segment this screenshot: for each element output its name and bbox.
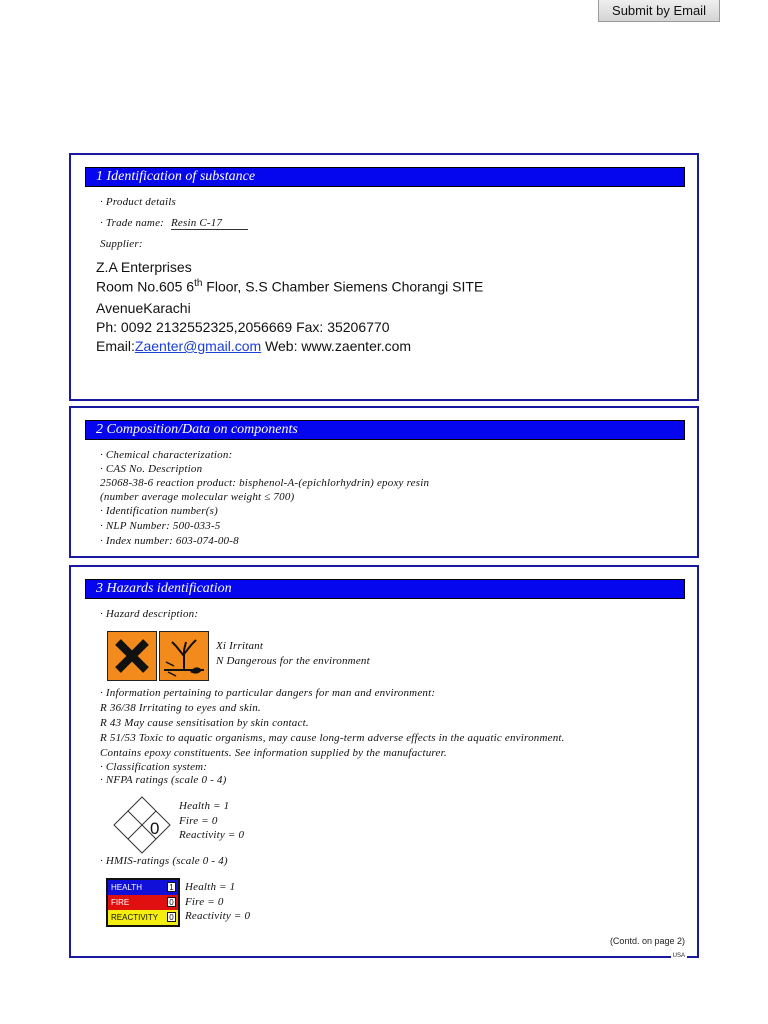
nfpa-label: · NFPA ratings (scale 0 - 4) xyxy=(100,774,227,786)
trade-name-value: Resin C-17 xyxy=(171,217,248,230)
environment-text: N Dangerous for the environment xyxy=(216,655,370,667)
hazard-info-line: Contains epoxy constituents. See information supplied by the manufacturer. xyxy=(100,747,447,759)
classification-system-label: · Classification system: xyxy=(100,761,208,773)
nfpa-reactivity: Reactivity = 0 xyxy=(179,829,245,841)
composition-line: (number average molecular weight ≤ 700) xyxy=(100,491,295,503)
region-footer: USA xyxy=(672,953,685,959)
hazard-info-line: R 36/38 Irritating to eyes and skin. xyxy=(100,702,261,714)
hazard-info-line: R 51/53 Toxic to aquatic organisms, may cause long-term adverse effects in the aquatic environment. xyxy=(100,732,565,744)
section-identification xyxy=(69,153,699,401)
composition-line: · Chemical characterization: xyxy=(100,449,233,461)
hmis-label: · HMIS-ratings (scale 0 - 4) xyxy=(100,855,228,867)
hmis-reactivity-text: Reactivity = 0 xyxy=(185,910,251,922)
section-title: 2 Composition/Data on components xyxy=(85,420,685,440)
hmis-reactivity-row: REACTIVITY 0 xyxy=(108,910,178,925)
hmis-health-value: 1 xyxy=(167,882,176,892)
section-title: 1 Identification of substance xyxy=(85,167,685,187)
continued-note: (Contd. on page 2) xyxy=(609,936,685,946)
supplier-address-line1: Room No.605 6th Floor, S.S Chamber Siemens Chorangi SITE xyxy=(96,278,484,295)
submit-by-email-button[interactable]: Submit by Email xyxy=(598,0,720,22)
hmis-label-panel xyxy=(106,878,180,927)
trade-name-label: · Trade name: xyxy=(100,217,165,229)
product-details-label: · Product details xyxy=(100,196,177,208)
composition-line: · CAS No. Description xyxy=(100,463,203,475)
hmis-fire-value: 0 xyxy=(167,897,176,907)
hazard-description-label: · Hazard description: xyxy=(100,608,199,620)
trade-name-row xyxy=(100,217,248,229)
composition-line: · NLP Number: 500-033-5 xyxy=(100,520,221,532)
hazard-info-line: R 43 May cause sensitisation by skin contact. xyxy=(100,717,309,729)
web-text: Web: www.zaenter.com xyxy=(261,338,412,354)
hmis-health-row: HEALTH 1 xyxy=(108,880,178,895)
nfpa-health: Health = 1 xyxy=(179,800,230,812)
hazard-info-line: · Information pertaining to particular dangers for man and environment: xyxy=(100,687,436,699)
irritant-x-icon xyxy=(107,631,157,681)
section-hazards xyxy=(69,565,699,958)
supplier-label: Supplier: xyxy=(100,238,143,250)
nfpa-center-value: 0 xyxy=(150,819,160,838)
composition-line: · Identification number(s) xyxy=(100,505,218,517)
email-label: Email: xyxy=(96,338,135,354)
nfpa-fire: Fire = 0 xyxy=(179,815,218,827)
hmis-fire-text: Fire = 0 xyxy=(185,896,224,908)
supplier-contact xyxy=(96,338,411,354)
hmis-fire-row: FIRE 0 xyxy=(108,895,178,910)
irritant-text: Xi Irritant xyxy=(216,640,264,652)
composition-line: 25068-38-6 reaction product: bisphenol-A-(epichlorhydrin) epoxy resin xyxy=(100,477,430,489)
section-title: 3 Hazards identification xyxy=(85,579,685,599)
supplier-address-line2: AvenueKarachi xyxy=(96,300,191,316)
hmis-health-text: Health = 1 xyxy=(185,881,236,893)
supplier-name: Z.A Enterprises xyxy=(96,259,192,275)
section-composition xyxy=(69,406,699,558)
supplier-phone: Ph: 0092 2132552325,2056669 Fax: 35206770 xyxy=(96,319,390,335)
composition-line: · Index number: 603-074-00-8 xyxy=(100,535,239,547)
email-link[interactable]: Zaenter@gmail.com xyxy=(134,338,262,354)
hmis-reactivity-value: 0 xyxy=(167,912,176,922)
environment-hazard-icon xyxy=(159,631,209,681)
